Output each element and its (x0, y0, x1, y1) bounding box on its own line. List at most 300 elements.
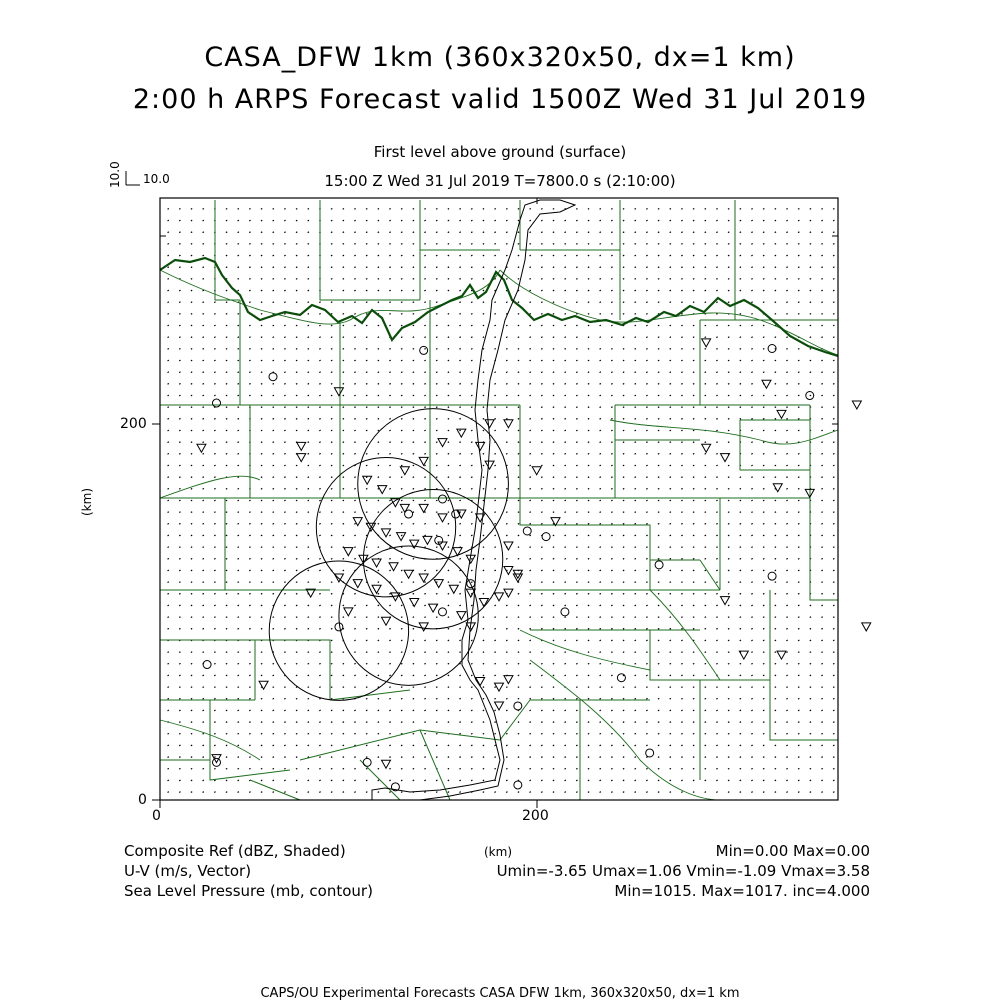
x-tick-0: 0 (152, 808, 161, 824)
wind-vector (588, 278, 589, 279)
wind-vector (541, 488, 542, 489)
wind-vector (214, 500, 215, 501)
wind-vector (705, 348, 706, 349)
wind-vector (471, 535, 472, 536)
wind-vector (448, 652, 449, 653)
wind-vector (681, 663, 682, 664)
wind-vector (284, 418, 285, 419)
wind-vector (775, 745, 776, 746)
wind-vector (459, 430, 460, 431)
wind-vector (179, 208, 180, 209)
wind-vector (471, 733, 472, 734)
station-triangle (773, 484, 782, 492)
wind-vector (775, 500, 776, 501)
wind-vector (331, 523, 332, 524)
wind-vector (238, 512, 239, 513)
wind-vector (716, 337, 717, 338)
wind-vector (646, 605, 647, 606)
wind-vector (483, 722, 484, 723)
wind-vector (658, 757, 659, 758)
wind-vector (273, 617, 274, 618)
wind-vector (693, 733, 694, 734)
wind-vector (168, 558, 169, 559)
wind-vector (459, 500, 460, 501)
wind-vector (740, 360, 741, 361)
wind-vector (576, 628, 577, 629)
wind-vector (740, 593, 741, 594)
wind-vector (191, 220, 192, 221)
wind-vector (553, 535, 554, 536)
wind-vector (249, 220, 250, 221)
wind-vector (436, 418, 437, 419)
wind-vector (459, 698, 460, 699)
wind-vector (203, 593, 204, 594)
wind-vector (751, 430, 752, 431)
wind-vector (681, 792, 682, 793)
wind-vector (191, 593, 192, 594)
wind-vector (821, 220, 822, 221)
wind-vector (775, 313, 776, 314)
wind-vector (494, 722, 495, 723)
wind-vector (763, 547, 764, 548)
wind-vector (518, 675, 519, 676)
wind-vector (296, 220, 297, 221)
wind-vector (740, 325, 741, 326)
wind-vector (763, 418, 764, 419)
wind-vector (646, 617, 647, 618)
wind-vector (296, 780, 297, 781)
wind-vector (203, 360, 204, 361)
wind-vector (518, 722, 519, 723)
wind-vector (284, 278, 285, 279)
wind-vector (693, 768, 694, 769)
wind-vector (214, 383, 215, 384)
wind-vector (833, 208, 834, 209)
wind-vector (658, 710, 659, 711)
wind-vector (646, 570, 647, 571)
wind-vector (238, 453, 239, 454)
wind-vector (611, 465, 612, 466)
wind-vector (483, 360, 484, 361)
footer-credit: CAPS/OU Experimental Forecasts CASA DFW 1km, 360x320x50, dx=1 km (260, 986, 740, 1001)
wind-vector (600, 675, 601, 676)
wind-vector (541, 442, 542, 443)
wind-vector (214, 523, 215, 524)
wind-vector (343, 313, 344, 314)
wind-vector (494, 430, 495, 431)
wind-vector (670, 663, 671, 664)
wind-vector (786, 582, 787, 583)
wind-vector (179, 325, 180, 326)
wind-vector (763, 407, 764, 408)
wind-vector (740, 535, 741, 536)
wind-vector (413, 617, 414, 618)
wind-vector (798, 407, 799, 408)
wind-vector (483, 208, 484, 209)
wind-vector (214, 442, 215, 443)
wind-vector (623, 488, 624, 489)
wind-vector (296, 582, 297, 583)
wind-vector (705, 652, 706, 653)
wind-vector (775, 710, 776, 711)
wind-vector (518, 302, 519, 303)
wind-vector (273, 208, 274, 209)
wind-vector (798, 232, 799, 233)
wind-vector (798, 348, 799, 349)
wind-vector (553, 500, 554, 501)
wind-vector (401, 780, 402, 781)
wind-vector (401, 500, 402, 501)
wind-vector (168, 313, 169, 314)
wind-vector (635, 407, 636, 408)
wind-vector (728, 278, 729, 279)
wind-vector (261, 628, 262, 629)
wind-vector (553, 512, 554, 513)
wind-vector (261, 395, 262, 396)
wind-vector (588, 465, 589, 466)
station-triangle (862, 623, 871, 631)
wind-vector (378, 663, 379, 664)
wind-vector (518, 640, 519, 641)
wind-vector (284, 605, 285, 606)
wind-vector (471, 710, 472, 711)
wind-vector (343, 360, 344, 361)
wind-vector (798, 593, 799, 594)
wind-vector (611, 278, 612, 279)
wind-vector (319, 722, 320, 723)
wind-vector (389, 768, 390, 769)
wind-vector (308, 418, 309, 419)
wind-vector (658, 617, 659, 618)
wind-vector (705, 733, 706, 734)
wind-vector (821, 652, 822, 653)
wind-vector (413, 232, 414, 233)
wind-vector (284, 290, 285, 291)
wind-vector (798, 220, 799, 221)
wind-vector (506, 687, 507, 688)
wind-vector (728, 617, 729, 618)
wind-vector (600, 302, 601, 303)
wind-vector (389, 605, 390, 606)
wind-vector (518, 757, 519, 758)
station-triangle (423, 536, 432, 544)
wind-vector (273, 232, 274, 233)
wind-vector (273, 558, 274, 559)
wind-vector (635, 290, 636, 291)
wind-vector (273, 407, 274, 408)
wind-vector (413, 278, 414, 279)
wind-vector (179, 547, 180, 548)
station-triangle (702, 444, 711, 452)
wind-vector (448, 792, 449, 793)
wind-vector (798, 453, 799, 454)
wind-vector (319, 512, 320, 513)
wind-vector (716, 535, 717, 536)
wind-vector (798, 208, 799, 209)
wind-vector (670, 698, 671, 699)
wind-vector (354, 220, 355, 221)
wind-vector (483, 465, 484, 466)
wind-vector (833, 640, 834, 641)
level-subtitle: First level above ground (surface) (373, 143, 627, 161)
wind-vector (226, 418, 227, 419)
wind-vector (203, 780, 204, 781)
wind-vector (833, 687, 834, 688)
wind-vector (284, 302, 285, 303)
wind-vector (168, 255, 169, 256)
wind-vector (716, 255, 717, 256)
wind-vector (518, 348, 519, 349)
radar-range-rings (269, 409, 508, 701)
wind-vector (261, 722, 262, 723)
wind-vector (249, 348, 250, 349)
wind-vector (576, 488, 577, 489)
wind-vector (565, 640, 566, 641)
wind-vector (413, 442, 414, 443)
wind-vector (284, 395, 285, 396)
wind-vector (798, 757, 799, 758)
wind-vector (786, 208, 787, 209)
wind-vector (483, 477, 484, 478)
wind-vector (354, 547, 355, 548)
wind-vector (168, 663, 169, 664)
wind-vector (833, 593, 834, 594)
wind-vector (600, 710, 601, 711)
wind-vector (168, 547, 169, 548)
wind-vector (179, 395, 180, 396)
wind-vector (576, 267, 577, 268)
wind-vector (249, 570, 250, 571)
wind-vector (261, 652, 262, 653)
wind-vector (600, 407, 601, 408)
wind-vector (319, 418, 320, 419)
wind-vector (670, 418, 671, 419)
wind-vector (459, 535, 460, 536)
wind-vector (763, 733, 764, 734)
wind-vector (471, 360, 472, 361)
wind-vector (389, 570, 390, 571)
station-circle (213, 399, 221, 407)
wind-vector (611, 453, 612, 454)
wind-vector (424, 232, 425, 233)
wind-vector (238, 290, 239, 291)
wind-vector (366, 652, 367, 653)
wind-vector (308, 605, 309, 606)
wind-vector (751, 325, 752, 326)
wind-vector (436, 512, 437, 513)
wind-vector (541, 652, 542, 653)
wind-vector (214, 675, 215, 676)
wind-vector (448, 313, 449, 314)
wind-vector (775, 535, 776, 536)
wind-vector (378, 745, 379, 746)
wind-vector (483, 500, 484, 501)
wind-vector (343, 220, 344, 221)
wind-vector (670, 407, 671, 408)
wind-vector (588, 640, 589, 641)
wind-vector (670, 792, 671, 793)
wind-vector (436, 407, 437, 408)
wind-vector (261, 313, 262, 314)
wind-vector (389, 442, 390, 443)
wind-vector (658, 360, 659, 361)
wind-vector (576, 442, 577, 443)
wind-vector (763, 290, 764, 291)
wind-vector (763, 570, 764, 571)
wind-vector (775, 442, 776, 443)
wind-vector (821, 208, 822, 209)
wind-vector (506, 582, 507, 583)
wind-vector (191, 698, 192, 699)
wind-vector (565, 407, 566, 408)
wind-vector (518, 465, 519, 466)
wind-vector (168, 465, 169, 466)
station-triangle (457, 612, 466, 620)
wind-vector (763, 628, 764, 629)
wind-vector (740, 383, 741, 384)
wind-vector (506, 523, 507, 524)
wind-vector (553, 582, 554, 583)
wind-vector (343, 722, 344, 723)
station-triangle (702, 339, 711, 347)
wind-vector (530, 535, 531, 536)
wind-vector (740, 792, 741, 793)
wind-vector (588, 628, 589, 629)
wind-vector (553, 208, 554, 209)
wind-vector (740, 290, 741, 291)
wind-vector (273, 733, 274, 734)
wind-vector (238, 337, 239, 338)
wind-vector (553, 348, 554, 349)
station-triangle (400, 504, 409, 512)
wind-vector (261, 360, 262, 361)
station-triangle (419, 623, 428, 631)
wind-vector (798, 372, 799, 373)
wind-vector (833, 220, 834, 221)
wind-vector (448, 278, 449, 279)
wind-vector (389, 593, 390, 594)
wind-vector (623, 768, 624, 769)
wind-vector (168, 360, 169, 361)
wind-vector (191, 780, 192, 781)
wind-vector (471, 652, 472, 653)
station-triangle (438, 439, 447, 447)
wind-vector (459, 278, 460, 279)
wind-vector (576, 278, 577, 279)
wind-vector (506, 232, 507, 233)
wind-vector (238, 255, 239, 256)
wind-vector (378, 220, 379, 221)
wind-vector (483, 652, 484, 653)
wind-vector (366, 628, 367, 629)
wind-vector (179, 442, 180, 443)
wind-vector (424, 722, 425, 723)
wind-vector (775, 675, 776, 676)
wind-vector (424, 605, 425, 606)
wind-vector (343, 780, 344, 781)
wind-vector (670, 710, 671, 711)
wind-vector (810, 617, 811, 618)
wind-vector (716, 570, 717, 571)
wind-vector (378, 500, 379, 501)
station-circle (542, 533, 550, 541)
wind-vector (658, 453, 659, 454)
wind-vector (530, 313, 531, 314)
wind-vector (389, 278, 390, 279)
wind-vector (541, 278, 542, 279)
wind-vector (273, 477, 274, 478)
wind-vector (576, 722, 577, 723)
wind-vector (716, 512, 717, 513)
wind-vector (611, 407, 612, 408)
wind-vector (168, 430, 169, 431)
wind-vector (389, 395, 390, 396)
wind-vector (670, 348, 671, 349)
wind-vector (413, 302, 414, 303)
wind-vector (214, 628, 215, 629)
wind-vector (483, 663, 484, 664)
wind-vector (530, 488, 531, 489)
wind-vector (786, 547, 787, 548)
wind-vector (786, 698, 787, 699)
wind-vector (798, 302, 799, 303)
wind-vector (238, 267, 239, 268)
wind-vector (518, 255, 519, 256)
wind-vector (658, 278, 659, 279)
wind-vector (273, 348, 274, 349)
wind-vector (261, 208, 262, 209)
wind-vector (191, 430, 192, 431)
station-triangle (551, 518, 560, 526)
wind-vector (401, 768, 402, 769)
wind-vector (191, 395, 192, 396)
wind-vector (670, 208, 671, 209)
wind-vector (716, 733, 717, 734)
wind-vector (296, 733, 297, 734)
wind-vector (751, 395, 752, 396)
wind-vector (448, 208, 449, 209)
wind-vector (693, 477, 694, 478)
wind-vector (249, 547, 250, 548)
wind-vector (728, 337, 729, 338)
wind-vector (716, 698, 717, 699)
wind-vector (238, 208, 239, 209)
wind-vector (436, 500, 437, 501)
wind-vector (623, 558, 624, 559)
wind-vector (436, 337, 437, 338)
wind-vector (821, 640, 822, 641)
wind-vector (284, 570, 285, 571)
wind-vector (448, 232, 449, 233)
wind-vector (646, 267, 647, 268)
wind-vector (261, 325, 262, 326)
wind-vector (273, 430, 274, 431)
wind-vector (261, 710, 262, 711)
wind-vector (810, 722, 811, 723)
station-triangle (382, 760, 391, 768)
wind-vector (810, 290, 811, 291)
wind-vector (518, 745, 519, 746)
wind-vector (483, 547, 484, 548)
wind-vector (751, 302, 752, 303)
wind-vector (214, 582, 215, 583)
wind-vector (810, 208, 811, 209)
wind-vector (740, 757, 741, 758)
wind-vector (611, 570, 612, 571)
wind-vector (798, 535, 799, 536)
wind-vector (600, 383, 601, 384)
wind-vector (716, 232, 717, 233)
